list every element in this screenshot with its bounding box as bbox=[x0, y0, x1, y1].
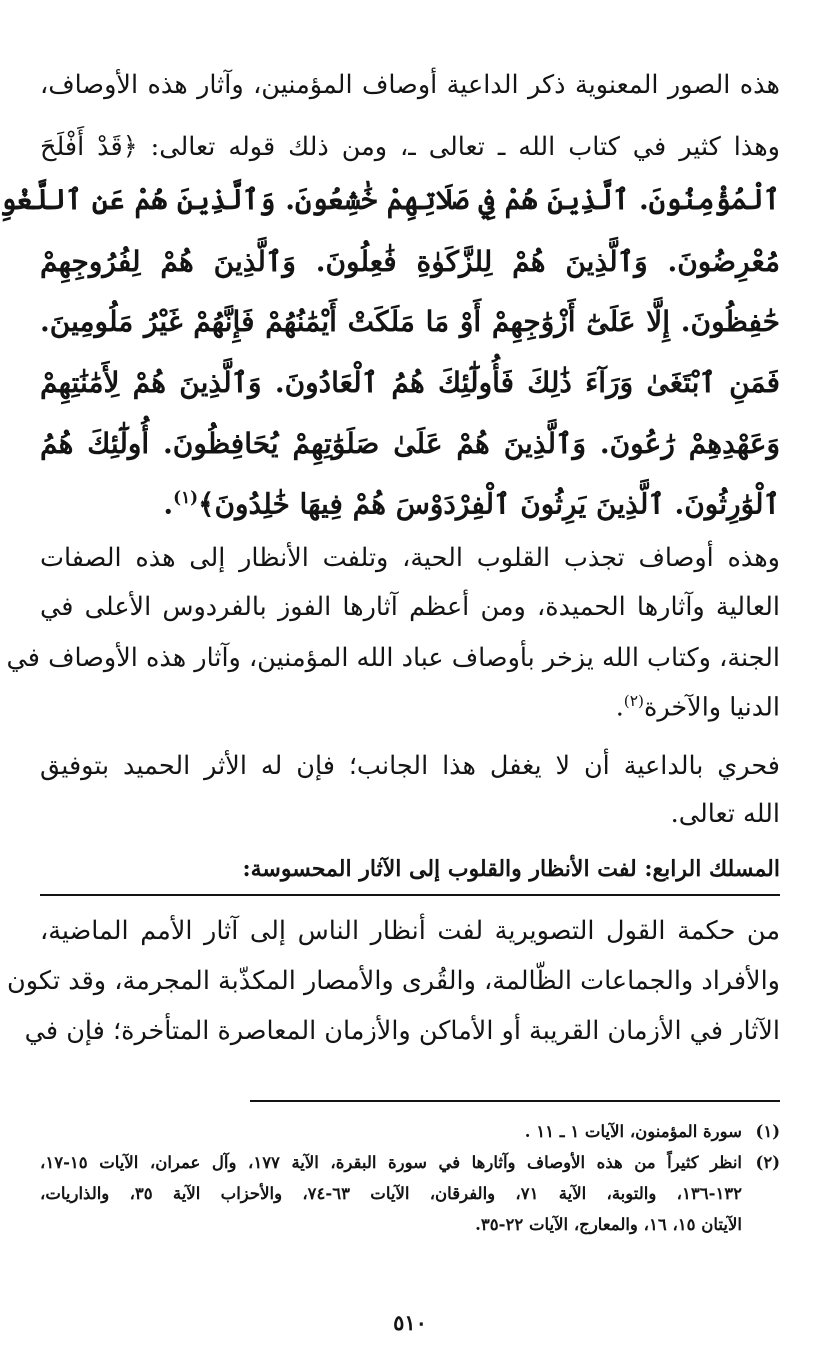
paragraph-2-line-4-end: . bbox=[615, 692, 624, 723]
footnote-1-number: (١) bbox=[755, 1122, 780, 1141]
footnote-ref-2: (٢) bbox=[623, 692, 644, 710]
paragraph-2-line-1: وهذه أوصاف تجذب القلوب الحية، وتلفت الأنظار إلى هذه الصفات bbox=[40, 543, 780, 573]
verse-line-5: وَعَهْدِهِمْ رَٰعُونَ. وَٱلَّذِينَ هُمْ عَلَىٰ صَلَوَٰتِهِمْ يُحَافِظُونَ. أُولَٰٓئِكَ هُمُ bbox=[40, 427, 780, 460]
paragraph-3-line-1: فحري بالداعية أن لا يغفل هذا الجانب؛ فإن له الأثر الحميد بتوفيق bbox=[40, 751, 780, 781]
verse-line-2: مُعْرِضُونَ. وَٱلَّذِينَ هُمْ لِلزَّكَوٰةِ فَٰعِلُونَ. وَٱلَّذِينَ هُمْ لِفُرُوجِهِمْ bbox=[40, 245, 780, 278]
footnote-2-line-1-text: انظر كثيراً من هذه الأوصاف وآثارها في سورة البقرة، الآية ١٧٧، وآل عمران، الآيات ١٥-١٧، bbox=[40, 1153, 742, 1172]
paragraph-1-line-2: وهذا كثير في كتاب الله ـ تعالى ـ، ومن ذلك قوله تعالى: ﴿قَدْ أَفْلَحَ bbox=[40, 132, 780, 162]
paragraph-2-line-4-text: الدنيا والآخرة bbox=[643, 692, 780, 723]
page-number: ٥١٠ bbox=[393, 1310, 427, 1335]
footnote-rule bbox=[250, 1100, 780, 1102]
footnote-2-line-1 bbox=[40, 1153, 780, 1172]
verse-line-6-end: . bbox=[163, 487, 174, 521]
paragraph-2-line-3: الجنة، وكتاب الله يزخر بأوصاف عباد الله المؤمنين، وآثار هذه الأوصاف في bbox=[6, 643, 780, 673]
paragraph-4-line-2: والأفراد والجماعات الظّالمة، والقُرى والأمصار المكذّبة المجرمة، وقد تكون bbox=[7, 966, 780, 996]
verse-line-4: فَمَنِ ٱبْتَغَىٰ وَرَآءَ ذَٰلِكَ فَأُولَٰٓئِكَ هُمُ ٱلْعَادُونَ. وَٱلَّذِينَ هُمْ لِأَمَٰنَٰتِهِمْ bbox=[40, 366, 780, 399]
paragraph-2-line-4 bbox=[40, 692, 780, 723]
footnote-2-number: (٢) bbox=[755, 1153, 780, 1172]
heading-rule bbox=[40, 894, 780, 896]
paragraph-4-line-1: من حكمة القول التصويرية لفت أنظار الناس إلى آثار الأمم الماضية، bbox=[40, 916, 780, 946]
verse-line-6-text: ٱلْوَٰرِثُونَ. ٱلَّذِينَ يَرِثُونَ ٱلْفِرْدَوْسَ هُمْ فِيهَا خَٰلِدُونَ﴾ bbox=[198, 487, 780, 521]
verse-line-3: حَٰفِظُونَ. إِلَّا عَلَىٰٓ أَزْوَٰجِهِمْ أَوْ مَا مَلَكَتْ أَيْمَٰنُهُمْ فَإِنَّهُمْ غَيْرُ مَلُومِينَ. bbox=[40, 305, 780, 338]
paragraph-1-line-1: هذه الصور المعنوية ذكر الداعية أوصاف المؤمنين، وآثار هذه الأوصاف، bbox=[40, 70, 780, 100]
footnote-1 bbox=[40, 1122, 780, 1141]
footnote-ref-1: (١) bbox=[173, 487, 199, 507]
verse-line-6 bbox=[40, 487, 780, 520]
footnote-1-text: سورة المؤمنون، الآيات ١ ـ ١١ . bbox=[524, 1122, 742, 1141]
paragraph-3-line-2: الله تعالى. bbox=[670, 799, 780, 829]
verse-line-1: ٱلْمُؤْمِنُونَ. ٱلَّذِينَ هُمْ فِي صَلَاتِهِمْ خَٰشِعُونَ. وَٱلَّذِينَ هُمْ عَنِ ٱللَّغْوِ bbox=[0, 183, 780, 216]
footnote-2-line-3: الآيتان ١٥، ١٦، والمعارج، الآيات ٢٢-٣٥. bbox=[475, 1215, 742, 1234]
footnote-2-line-2: ١٣٢-١٣٦، والتوبة، الآية ٧١، والفرقان، الآيات ٦٣-٧٤، والأحزاب الآية ٣٥، والذاريات، bbox=[40, 1184, 743, 1203]
paragraph-2-line-2: العالية وآثارها الحميدة، ومن أعظم آثارها الفوز بالفردوس الأعلى في bbox=[40, 592, 780, 622]
paragraph-4-line-3: الآثار في الأزمان القريبة أو الأماكن والأزمان المعاصرة المتأخرة؛ فإن في bbox=[24, 1016, 780, 1046]
section-heading: المسلك الرابع: لفت الأنظار والقلوب إلى الآثار المحسوسة: bbox=[242, 856, 780, 882]
